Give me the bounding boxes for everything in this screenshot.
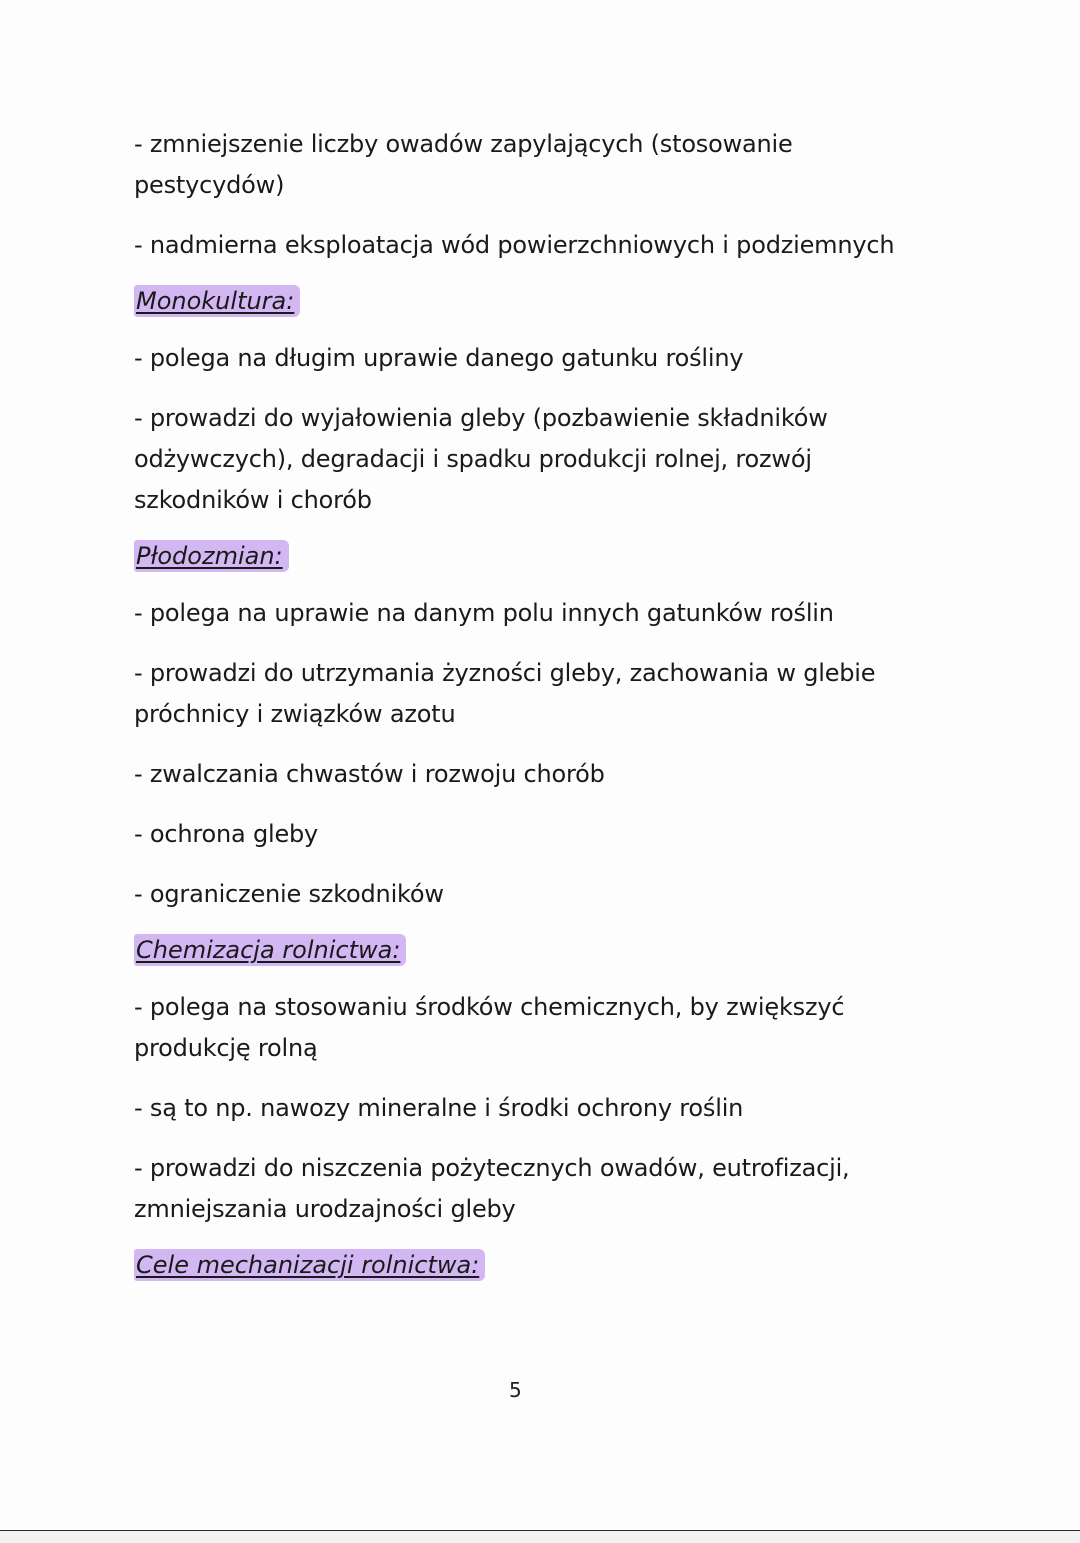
section-heading-text: Płodozmian: xyxy=(134,540,289,572)
scan-bottom-edge xyxy=(0,1530,1080,1543)
list-item: - nadmierna eksploatacja wód powierzchniowych i podziemnych xyxy=(134,231,895,259)
page-content xyxy=(134,124,934,1302)
list-item: - polega na uprawie na danym polu innych gatunków roślin xyxy=(134,599,834,627)
list-item: - polega na stosowaniu środków chemicznych, by zwiększyć produkcję rolną xyxy=(134,993,845,1062)
section-heading-text: Cele mechanizacji rolnictwa: xyxy=(134,1249,485,1281)
list-item: - prowadzi do wyjałowienia gleby (pozbawienie składników odżywczych), degradacji i spadku produkcji rolnej, rozwój szkodników i chorób xyxy=(134,404,828,514)
section-heading-mechanizacja xyxy=(134,1249,934,1302)
list-item: - polega na długim uprawie danego gatunku rośliny xyxy=(134,344,744,372)
list-item: - ograniczenie szkodników xyxy=(134,880,444,908)
section-heading-chemizacja xyxy=(134,934,934,987)
section-heading-text: Chemizacja rolnictwa: xyxy=(134,934,406,966)
list-item: - są to np. nawozy mineralne i środki ochrony roślin xyxy=(134,1094,744,1122)
list-item: - prowadzi do niszczenia pożytecznych owadów, eutrofizacji, zmniejszania urodzajności gleby xyxy=(134,1154,850,1223)
list-item: - prowadzi do utrzymania żyzności gleby, zachowania w glebie próchnicy i związków azotu xyxy=(134,659,876,728)
section-heading-plodozmian xyxy=(134,540,934,593)
list-item: - ochrona gleby xyxy=(134,820,319,848)
page-number: 5 xyxy=(509,1378,522,1402)
section-heading-monokultura xyxy=(134,285,934,338)
list-item: - zmniejszenie liczby owadów zapylających (stosowanie pestycydów) xyxy=(134,130,793,199)
section-heading-text: Monokultura: xyxy=(134,285,300,317)
list-item: - zwalczania chwastów i rozwoju chorób xyxy=(134,760,605,788)
